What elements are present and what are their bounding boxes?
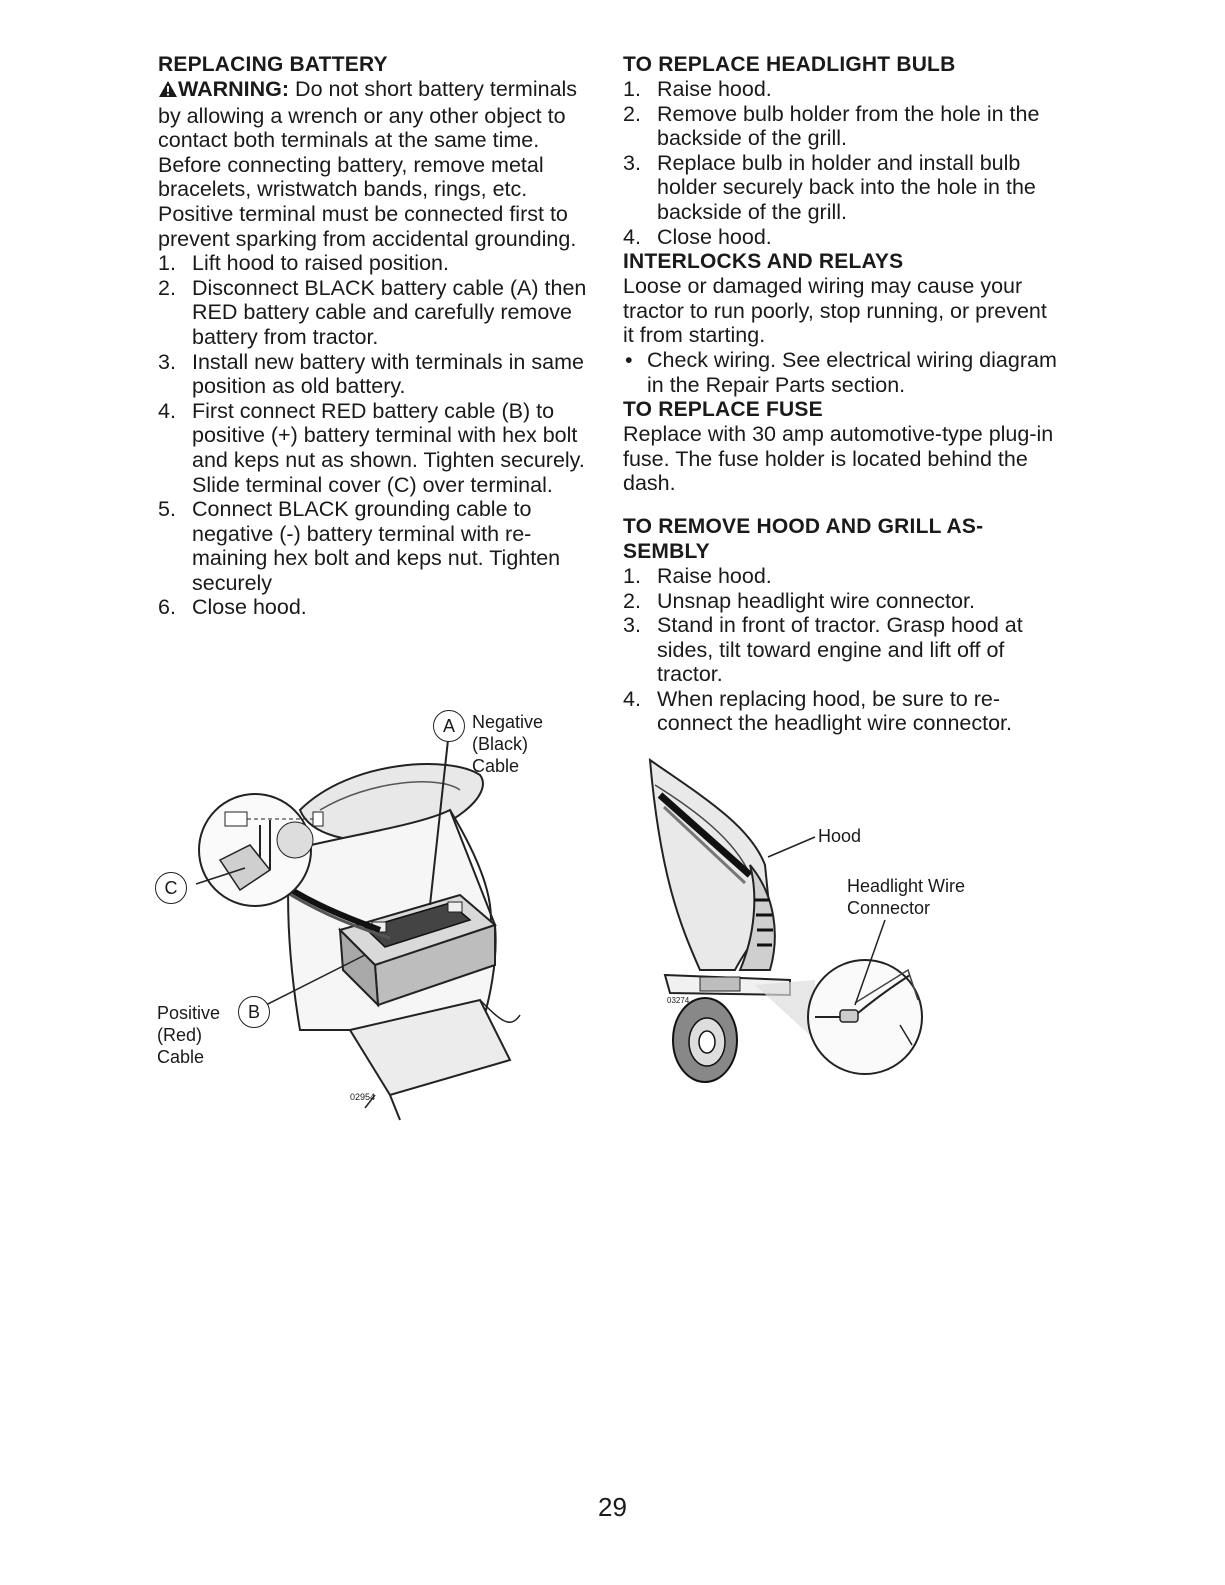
list-item: 6. Close hood.: [158, 595, 307, 620]
left-column: [158, 52, 598, 620]
callout-b: B: [238, 996, 270, 1028]
callout-c: C: [155, 872, 187, 904]
list-item: 2. Remove bulb holder from the hole in the backside of the grill.: [623, 101, 1040, 151]
hood-steps-list: [623, 564, 1063, 736]
hood-label: Hood: [818, 826, 862, 846]
list-item: 1. Raise hood.: [623, 77, 772, 101]
replace-headlight-heading: TO REPLACE HEADLIGHT BULB: [623, 53, 956, 76]
replace-fuse-heading: TO REPLACE FUSE: [623, 398, 823, 422]
fuse-text: Replace with 30 amp automotive-type plug-in fuse. The fuse holder is located behind the dash.: [623, 422, 1054, 496]
list-item: 3. Stand in front of tractor. Grasp hood at sides, tilt toward engine and lift off of tractor.: [623, 613, 1023, 687]
negative-cable-label: Negative (Black) Cable: [472, 712, 544, 776]
list-item: 1. Raise hood.: [623, 563, 772, 588]
interlocks-heading: INTERLOCKS AND RELAYS: [623, 250, 904, 274]
interlocks-bullet: • Check wiring. See electrical wiring diagram in the Repair Parts section.: [625, 347, 1057, 397]
warning-text: Do not short battery terminals by allowing a wrench or any other object to contact both terminals at the same time. Before connecting battery, remove metal bracelets, wristwatch bands, rings, etc.: [158, 77, 578, 202]
positive-cable-label: Positive (Red) Cable: [157, 1003, 221, 1067]
headlight-steps-list: [623, 77, 1063, 249]
replacing-battery-heading: REPLACING BATTERY: [158, 53, 388, 76]
bullet-dot-icon: •: [625, 347, 633, 372]
list-item: 4. Close hood.: [623, 224, 772, 249]
list-item: 3. Replace bulb in holder and install bulb holder securely back into the hole in the backside of the grill.: [623, 150, 1036, 224]
page-number: 29: [598, 1492, 627, 1522]
remove-hood-heading: TO REMOVE HOOD AND GRILL AS-SEMBLY: [623, 514, 984, 563]
list-item: 1. Lift hood to raised position.: [158, 251, 449, 276]
headlight-connector-label: Headlight Wire Connector: [847, 876, 966, 918]
battery-figure: [150, 700, 590, 1130]
list-item: 4. When replacing hood, be sure to re-connect the headlight wire connector.: [623, 686, 1012, 736]
list-item: 2. Unsnap headlight wire connector.: [623, 588, 975, 613]
warning-triangle-icon: [158, 79, 178, 104]
list-item: 3. Install new battery with terminals in same position as old battery.: [158, 349, 584, 399]
right-column: [623, 52, 1063, 736]
positive-terminal-note: Positive terminal must be connected first to prevent sparking from accidental grounding.: [158, 201, 577, 251]
list-item: 2. Disconnect BLACK battery cable (A) then RED battery cable and carefully remove battery from tractor.: [158, 275, 587, 349]
warning-label: WARNING:: [178, 77, 290, 101]
warning-paragraph: [158, 77, 598, 202]
list-item: 5. Connect BLACK grounding cable to negative (-) battery terminal with re-maining hex bolt and keps nut. Tighten securely: [158, 497, 561, 595]
interlocks-text: Loose or damaged wiring may cause your tractor to run poorly, stop running, or prevent it from starting.: [623, 274, 1047, 348]
figure-code: 03274: [667, 996, 690, 1005]
hood-figure: [640, 755, 1000, 1085]
list-item: 4. First connect RED battery cable (B) to positive (+) battery terminal with hex bolt and keps nut as shown. Tighten securely. Slide terminal cover (C) over terminal.: [158, 398, 585, 497]
callout-a: A: [433, 710, 465, 742]
figure-code: 02954: [350, 1092, 376, 1102]
hood-illustration: [640, 755, 1000, 1085]
battery-steps-list: [158, 251, 598, 620]
